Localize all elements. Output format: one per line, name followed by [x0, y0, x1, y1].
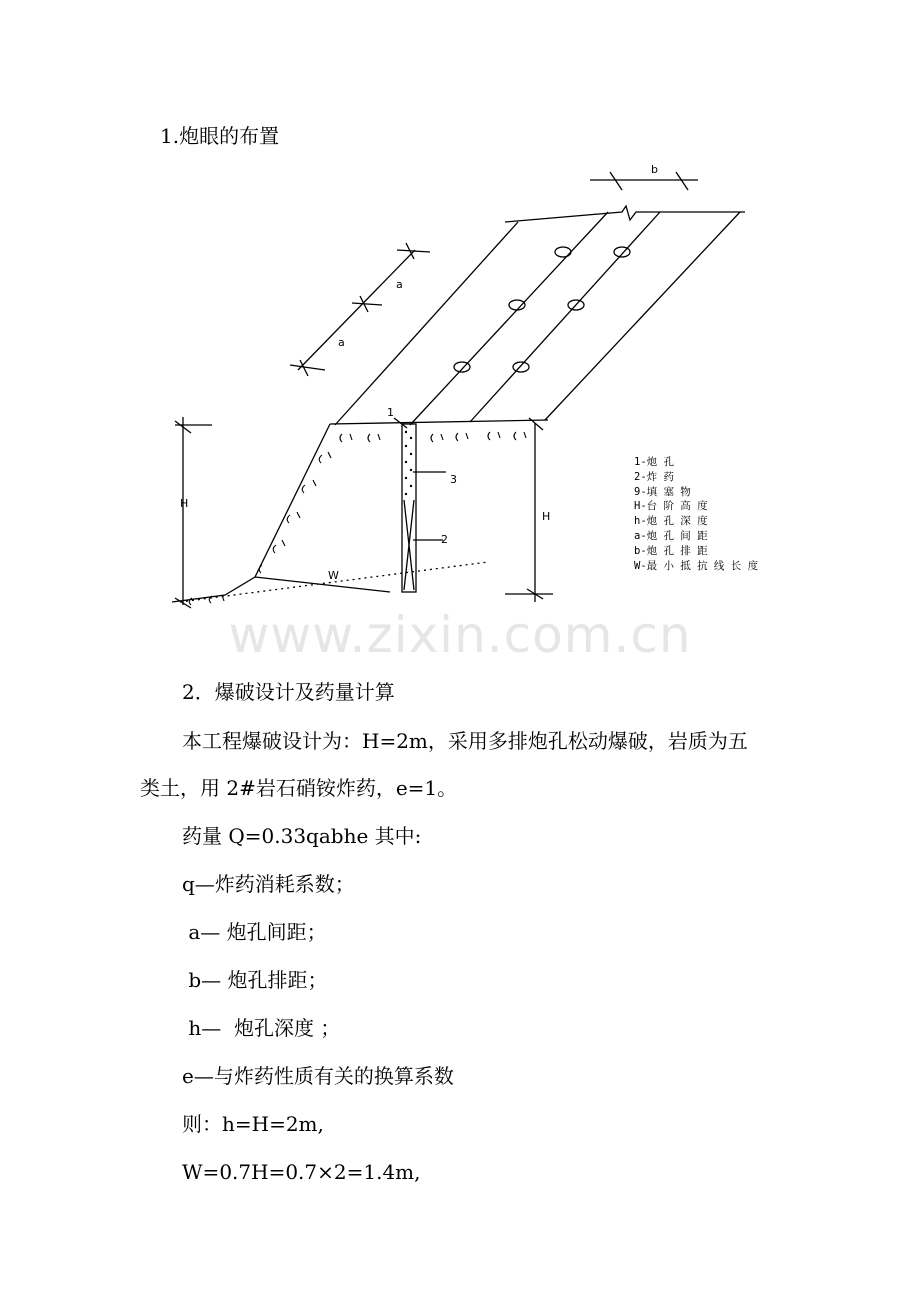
calculation-line: W=0.7H=0.7×2=1.4m, — [182, 1160, 421, 1184]
legend-item: W-最 小 抵 抗 线 长 度 — [634, 559, 759, 572]
blast-hole-layout-diagram — [0, 150, 920, 630]
watermark: www.zixin.com.cn — [228, 606, 692, 664]
section2-title: 2．爆破设计及药量计算 — [182, 680, 395, 704]
legend-item: b-炮 孔 排 距 — [634, 544, 708, 557]
definition-item: a— 炮孔间距； — [182, 920, 327, 944]
definition-item: b— 炮孔排距； — [182, 968, 328, 992]
bench-face — [172, 424, 330, 602]
hole — [513, 362, 529, 372]
hole — [555, 247, 571, 257]
definition-item: q—炸药消耗系数； — [182, 872, 355, 896]
section1-title: 1.炮眼的布置 — [160, 124, 280, 148]
label-1: 1 — [387, 406, 394, 419]
ground-hatching — [189, 432, 526, 605]
label-w: W — [328, 569, 339, 582]
label-3: 3 — [450, 473, 457, 486]
label-h-right: H — [542, 510, 551, 523]
slope-line-2 — [410, 212, 608, 425]
slope-line-1 — [335, 222, 518, 425]
a-dimension-line — [298, 250, 415, 370]
legend-item: H-台 阶 高 度 — [634, 500, 708, 513]
label-b: b — [651, 163, 658, 176]
hole — [614, 247, 630, 257]
legend-item: a-炮 孔 间 距 — [634, 529, 708, 542]
w-dotted-line — [180, 562, 488, 602]
hole — [454, 362, 470, 372]
label-2: 2 — [441, 533, 448, 546]
definition-item: e—与炸药性质有关的换算系数 — [182, 1064, 454, 1088]
diagram-legend — [634, 455, 758, 573]
top-edge — [505, 206, 745, 222]
legend-item: 1-炮 孔 — [634, 456, 674, 468]
calculation-line: 则：h=H=2m, — [182, 1112, 324, 1136]
hole — [509, 300, 525, 310]
slope-line-4 — [545, 212, 740, 420]
label-a2: a — [338, 336, 345, 349]
bench-top — [330, 420, 548, 424]
stemming-dots — [405, 431, 412, 495]
legend-item: h-炮 孔 深 度 — [634, 515, 708, 528]
definition-item: h— 炮孔深度 ； — [182, 1016, 341, 1040]
label-h-left: H — [180, 497, 189, 510]
paragraph-line: 类土，用 2#岩石硝铵炸药，e=1。 — [140, 776, 458, 800]
formula-line: 药量 Q=0.33qabhe 其中: — [182, 824, 422, 848]
legend-item: 9-填 塞 物 — [634, 485, 691, 498]
label-a1: a — [396, 278, 403, 291]
paragraph-line: 本工程爆破设计为：H=2m，采用多排炮孔松动爆破，岩质为五 — [182, 729, 748, 753]
borehole — [402, 424, 416, 592]
legend-item: 2-炸 药 — [634, 470, 674, 483]
